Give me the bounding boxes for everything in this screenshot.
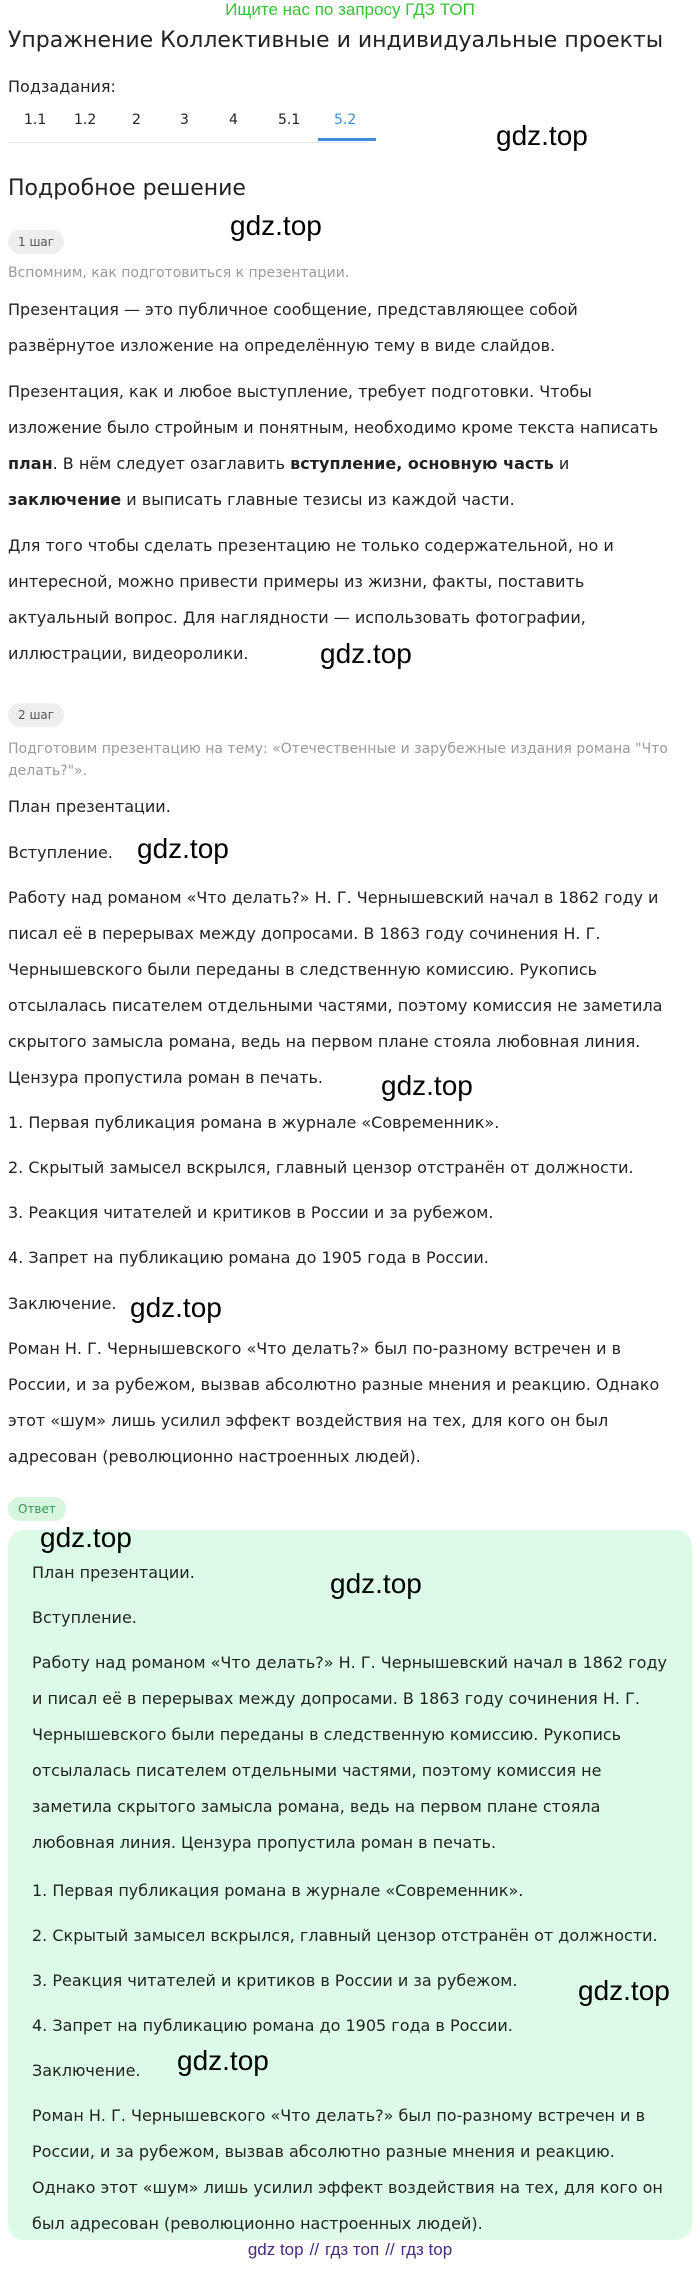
subtasks-label: Подзадания: [8,77,116,96]
watermark: gdz.top [230,210,322,241]
answer-paragraph: Заключение. [32,2061,141,2080]
answer-paragraph: Роман Н. Г. Чернышевского «Что делать?» был по-разному встречен и в России, и за рубежом, вызвав абсолютно разные мнения и реакцию. Однако этот «шум» лишь усилил эффект воздействия на тех, для кого он был адресован (революционно настроенных людей). [32,2106,663,2233]
watermark: gdz.top [381,1070,473,1101]
footer-separator: // [309,2240,320,2259]
paragraph: Презентация, как и любое выступление, требует подготовки. Чтобы изложение было стройным и понятным, необходимо кроме текста написать план. В нём следует озаглавить вступление, основную часть и заключение и выписать главные тезисы из каждой части. [8,382,659,509]
paragraph: Заключение. [8,1294,117,1313]
watermark: gdz.top [330,1568,422,1599]
tab-1-2[interactable]: 1.2 [74,112,97,128]
step-badge: 2 шаг [8,703,64,727]
step-note: Вспомним, как подготовиться к презентации. [8,265,350,281]
footer-separator: // [385,2240,395,2259]
watermark: gdz.top [177,2045,269,2076]
watermark: gdz.top [130,1292,222,1323]
watermark: gdz.top [320,638,412,669]
answer-badge: Ответ [8,1497,66,1521]
paragraph: Для того чтобы сделать презентацию не только содержательной, но и интересной, можно привести примеры из жизни, факты, поставить актуальный вопрос. Для наглядности — использовать фотографии, иллюстрации, видеоролики. [8,536,614,663]
active-tab-indicator [318,138,376,141]
list-item: 3. Реакция читателей и критиков в России и за рубежом. [8,1203,494,1222]
paragraph: Вступление. [8,843,113,862]
answer-paragraph: План презентации. [32,1563,195,1582]
step-badge: 1 шаг [8,230,64,254]
footer-links [0,2240,700,2260]
subtask-tabs [8,104,368,143]
list-item: 4. Запрет на публикацию романа до 1905 года в России. [8,1248,489,1267]
paragraph: Работу над романом «Что делать?» Н. Г. Чернышевский начал в 1862 году и писал её в перерывах между допросами. В 1863 году сочинения Н. Г. Чернышевского были переданы в следственную комиссию. Рукопись отсылалась писателем отдельными частями, поэтому комиссия не заметила скрытого замысла романа, ведь на первом плане стояла любовная линия. Цензура пропустила роман в печать. [8,888,663,1087]
top-banner: Ищите нас по запросу ГДЗ ТОП [225,0,475,19]
tab-5-2[interactable]: 5.2 [334,112,357,128]
tab-4[interactable]: 4 [229,112,238,128]
tab-2[interactable]: 2 [132,112,141,128]
tab-3[interactable]: 3 [180,112,189,128]
watermark: gdz.top [496,120,588,151]
watermark: gdz.top [40,1522,132,1553]
tab-1-1[interactable]: 1.1 [24,112,47,128]
footer-link-gdz-top-ru[interactable]: гдз топ [325,2240,380,2259]
paragraph: План презентации. [8,797,171,816]
list-item: 1. Первая публикация романа в журнале «Современник». [8,1113,500,1132]
paragraph: Презентация — это публичное сообщение, представляющее собой развёрнутое изложение на определённую тему в виде слайдов. [8,300,578,355]
answer-list-item: 2. Скрытый замысел вскрылся, главный цензор отстранён от должности. [32,1926,658,1945]
page-title: Упражнение Коллективные и индивидуальные проекты [8,28,664,53]
answer-paragraph: Вступление. [32,1608,137,1627]
answer-list-item: 1. Первая публикация романа в журнале «Современник». [32,1881,524,1900]
solution-heading: Подробное решение [8,176,246,201]
step-note: Подготовим презентацию на тему: «Отечественные и зарубежные издания романа "Что делать?"». [8,741,668,779]
watermark: gdz.top [137,833,229,864]
watermark: gdz.top [578,1975,670,2006]
footer-link-gdz-top-mixed[interactable]: гдз top [400,2240,453,2259]
answer-paragraph: Работу над романом «Что делать?» Н. Г. Чернышевский начал в 1862 году и писал её в перерывах между допросами. В 1863 году сочинения Н. Г. Чернышевского были переданы в следственную комиссию. Рукопись отсылалась писателем отдельными частями, поэтому комиссия не заметила скрытого замысла романа, ведь на первом плане стояла любовная линия. Цензура пропустила роман в печать. [32,1653,667,1852]
answer-list-item: 3. Реакция читателей и критиков в России и за рубежом. [32,1971,518,1990]
answer-list-item: 4. Запрет на публикацию романа до 1905 года в России. [32,2016,513,2035]
paragraph: Роман Н. Г. Чернышевского «Что делать?» был по-разному встречен и в России, и за рубежом, вызвав абсолютно разные мнения и реакцию. Однако этот «шум» лишь усилил эффект воздействия на тех, для кого он был адресован (революционно настроенных людей). [8,1339,660,1466]
tab-5-1[interactable]: 5.1 [278,112,301,128]
footer-link-gdz-top[interactable]: gdz top [247,2240,304,2259]
list-item: 2. Скрытый замысел вскрылся, главный цензор отстранён от должности. [8,1158,634,1177]
